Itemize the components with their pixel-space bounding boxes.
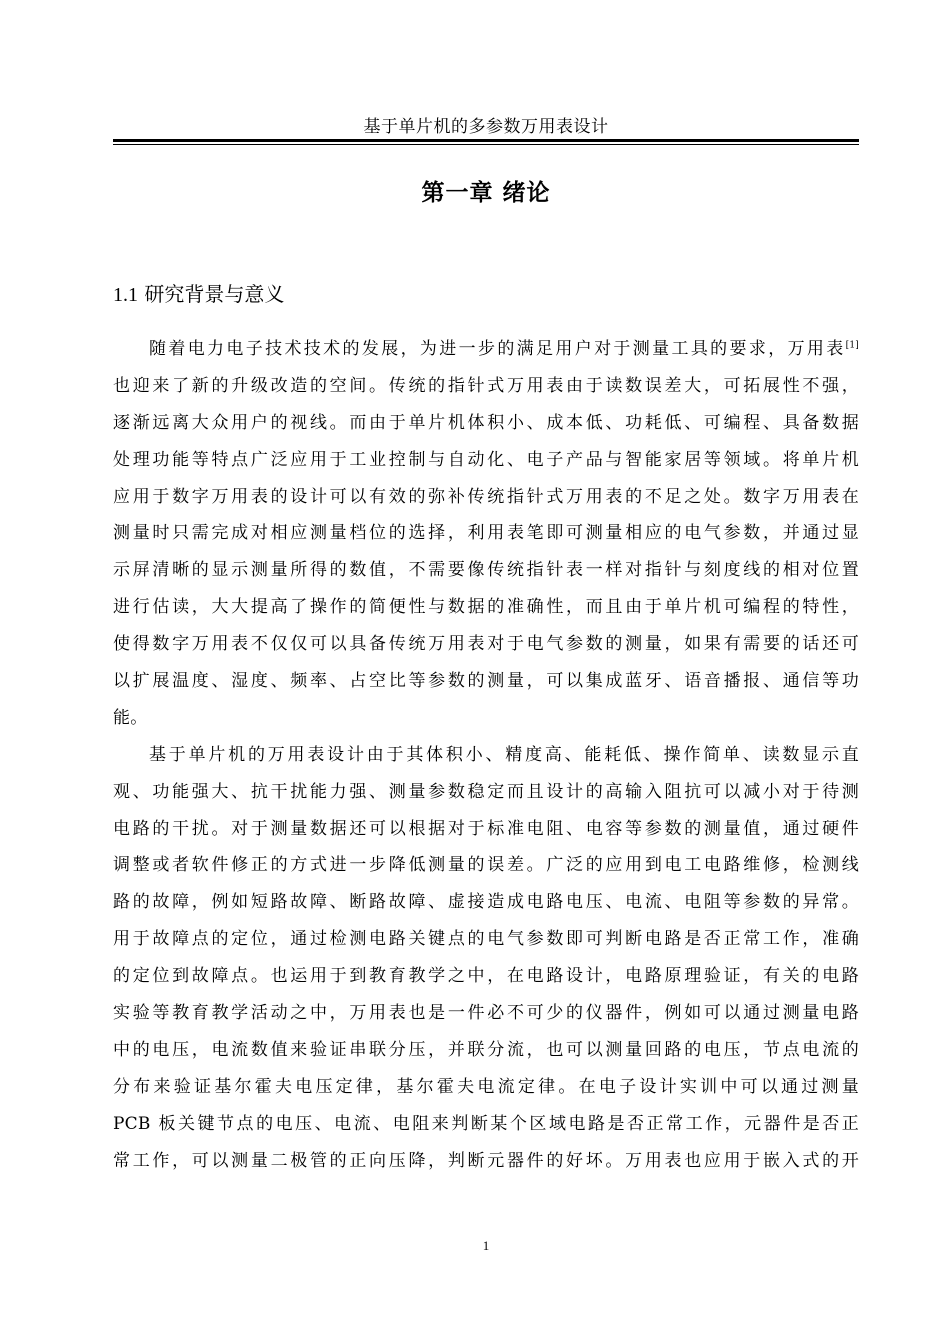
- paragraph-line: 电路的干扰。对于测量数据还可以根据对于标准电阻、电容等参数的测量值，通过硬件: [113, 818, 859, 839]
- paragraph-line: 处理功能等特点广泛应用于工业控制与自动化、电子产品与智能家居等领域。将单片机: [113, 449, 859, 470]
- paragraph-line: 也迎来了新的升级改造的空间。传统的指针式万用表由于读数误差大，可拓展性不强，: [113, 375, 859, 396]
- paragraph-line: 用于故障点的定位，通过检测电路关键点的电气参数即可判断电路是否正常工作，准确: [113, 929, 859, 950]
- section-heading: [113, 280, 284, 309]
- paragraph-line: 分布来验证基尔霍夫电压定律，基尔霍夫电流定律。在电子设计实训中可以通过测量: [113, 1076, 859, 1097]
- paragraph-2: [113, 737, 859, 1180]
- paragraph-line: 进行估读，大大提高了操作的简便性与数据的准确性，而且由于单片机可编程的特性，: [113, 597, 859, 618]
- paragraph-line: 应用于数字万用表的设计可以有效的弥补传统指针式万用表的不足之处。数字万用表在: [113, 486, 859, 507]
- running-header: 基于单片机的多参数万用表设计: [363, 117, 609, 137]
- header-rule-thin: [113, 144, 859, 145]
- paragraph-line: 中的电压，电流数值来验证串联分压，并联分流，也可以测量回路的电压，节点电流的: [113, 1039, 859, 1060]
- paragraph-line: 逐渐远离大众用户的视线。而由于单片机体积小、成本低、功耗低、可编程、具备数据: [113, 412, 859, 433]
- citation-marker: [1]: [845, 340, 859, 351]
- paragraph-line: 路的故障，例如短路故障、断路故障、虚接造成电路电压、电流、电阻等参数的异常。: [113, 892, 859, 913]
- paragraph-line: PCB 板关键节点的电压、电流、电阻来判断某个区域电路是否正常工作，元器件是否正: [113, 1113, 859, 1134]
- paragraph-line: 观、功能强大、抗干扰能力强、测量参数稳定而且设计的高输入阻抗可以减小对于待测: [113, 781, 859, 802]
- paragraph-line: 常工作，可以测量二极管的正向压降，判断元器件的好坏。万用表也应用于嵌入式的开: [113, 1150, 859, 1171]
- body-text: [113, 331, 859, 1179]
- header-rule-thick: [113, 139, 859, 142]
- paragraph-line: [113, 331, 859, 368]
- paragraph-line: 实验等教育教学活动之中，万用表也是一件必不可少的仪器件，例如可以通过测量电路: [113, 1003, 859, 1024]
- paragraph-line: 调整或者软件修正的方式进一步降低测量的误差。广泛的应用到电工电路维修，检测线: [113, 855, 859, 876]
- paragraph-line: 测量时只需完成对相应测量档位的选择，利用表笔即可测量相应的电气参数，并通过显: [113, 523, 859, 544]
- section-number: 1.1: [113, 284, 138, 306]
- section-title: 研究背景与意义: [144, 282, 285, 306]
- paragraph-1: [113, 331, 859, 737]
- chapter-title: 第一章 绪论: [421, 180, 551, 206]
- paragraph-line: 使得数字万用表不仅仅可以具备传统万用表对于电气参数的测量，如果有需要的话还可: [113, 634, 859, 655]
- paragraph-line: 的定位到故障点。也运用于到教育教学之中，在电路设计，电路原理验证，有关的电路: [113, 966, 859, 987]
- paragraph-line-text: 随着电力电子技术技术的发展，为进一步的满足用户对于测量工具的要求，万用表: [149, 339, 846, 359]
- paragraph-line: 以扩展温度、湿度、频率、占空比等参数的测量，可以集成蓝牙、语音播报、通信等功: [113, 671, 859, 692]
- paragraph-line: 示屏清晰的显示测量所得的数值，不需要像传统指针表一样对指针与刻度线的相对位置: [113, 560, 859, 581]
- paragraph-line: 能。: [113, 707, 148, 728]
- paragraph-line: 基于单片机的万用表设计由于其体积小、精度高、能耗低、操作简单、读数显示直: [149, 744, 859, 765]
- page-number: 1: [482, 1238, 490, 1253]
